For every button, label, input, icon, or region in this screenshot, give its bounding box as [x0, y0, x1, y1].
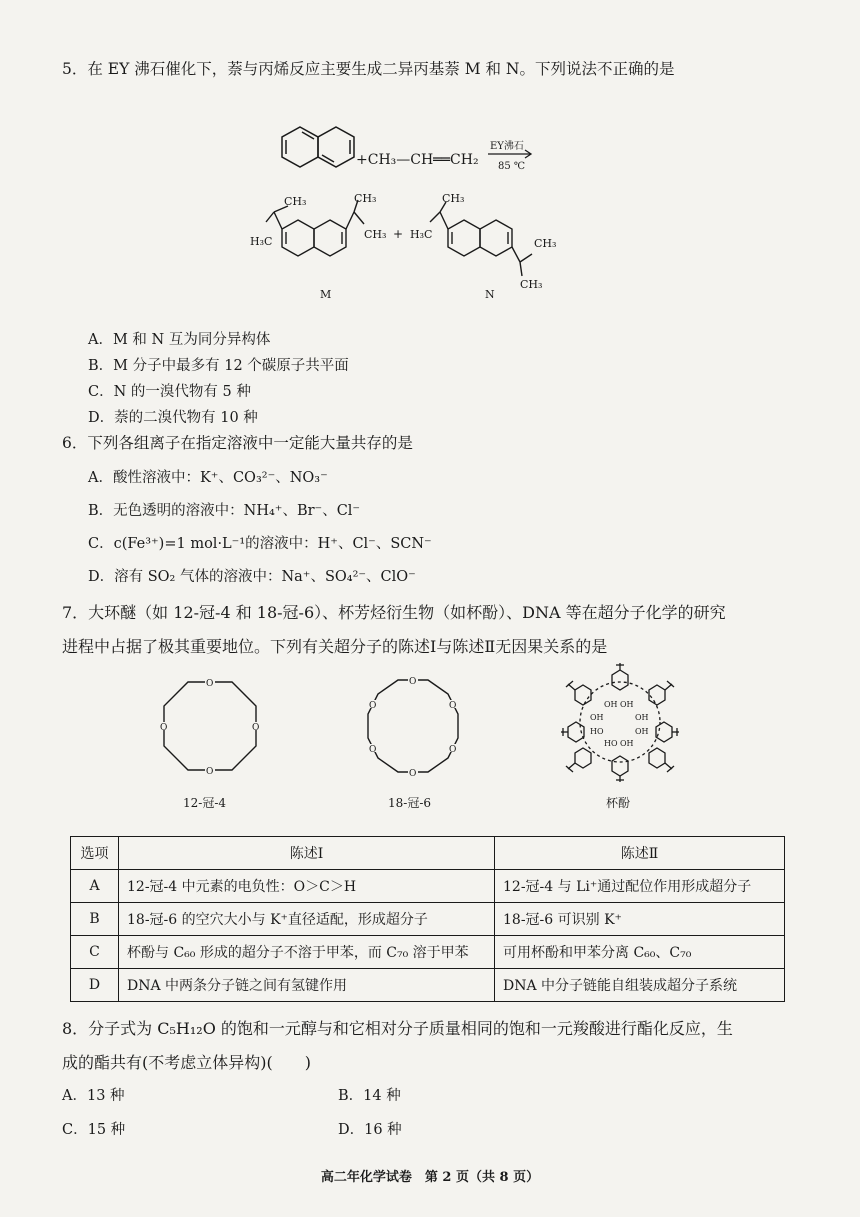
table-row-statement-2: 可用杯酚和甲苯分离 C₆₀、C₇₀: [495, 936, 785, 969]
n-ch3-top: CH₃: [442, 192, 465, 205]
q7-stem-line1: 7．大环醚（如 12-冠-4 和 18-冠-6）、杯芳烃衍生物（如杯酚）、DNA 等在超分子化学的研究: [62, 603, 726, 622]
crown6-o-6: O: [369, 701, 377, 711]
table-header-option: 选项: [71, 837, 119, 870]
q7-statement-table: [70, 836, 785, 1002]
table-row-key: B: [71, 903, 119, 936]
table-row-key: A: [71, 870, 119, 903]
n-ch3-bottom: CH₃: [520, 278, 543, 291]
page-footer: 高二年化学试卷 第 2 页（共 8 页）: [320, 1170, 540, 1185]
q5-option-b: B．M 分子中最多有 12 个碳原子共平面: [88, 358, 349, 374]
n-ch3-right: CH₃: [534, 237, 557, 250]
m-ch3-top-right: CH₃: [354, 192, 377, 205]
table-row: [71, 936, 785, 969]
table-row: [71, 903, 785, 936]
m-ch3-top-left: CH₃: [284, 195, 307, 208]
q6-option-c: C．c(Fe³⁺)=1 mol·L⁻¹的溶液中：H⁺、Cl⁻、SCN⁻: [88, 536, 432, 552]
table-header-statement-1: 陈述Ⅰ: [119, 837, 495, 870]
calix-oh-2: OH: [620, 700, 634, 709]
calixarene-structure: [560, 662, 680, 782]
table-row-statement-1: DNA 中两条分子链之间有氢键作用: [119, 969, 495, 1002]
crown4-o-top: O: [206, 679, 214, 689]
q5-option-a: A．M 和 N 互为同分异构体: [88, 332, 271, 348]
plus-sign: +: [393, 227, 404, 241]
crown4-o-right: O: [252, 723, 260, 733]
crown6-o-4: O: [409, 769, 417, 779]
q6-option-b: B．无色透明的溶液中：NH₄⁺、Br⁻、Cl⁻: [88, 503, 361, 519]
table-row-statement-1: 18-冠-6 的空穴大小与 K⁺直径适配，形成超分子: [119, 903, 495, 936]
crown4-o-left: O: [160, 723, 168, 733]
caption-12-crown-4: 12-冠-4: [183, 796, 227, 810]
q5-reaction-scheme: [240, 112, 570, 302]
table-row: [71, 969, 785, 1002]
q8-stem-line1: 8．分子式为 C₅H₁₂O 的饱和一元醇与和它相对分子质量相同的饱和一元羧酸进行酯化反应，生: [62, 1019, 733, 1038]
q8-stem-line2: 成的酯共有(不考虑立体异构)( ): [62, 1053, 311, 1072]
calix-oh-1: OH: [604, 700, 618, 709]
propene-formula: +CH₃—CH══CH₂: [356, 152, 479, 168]
table-row-statement-2: 18-冠-6 可识别 K⁺: [495, 903, 785, 936]
q8-option-a: A．13 种: [62, 1088, 125, 1104]
table-row-statement-2: DNA 中分子链能自组装成超分子系统: [495, 969, 785, 1002]
crown-12-4-structure: [150, 672, 270, 782]
product-n-structure: [430, 202, 532, 276]
crown6-o-3: O: [449, 745, 457, 755]
q6-stem: 6．下列各组离子在指定溶液中一定能大量共存的是: [62, 434, 413, 452]
m-h3c-left: H₃C: [250, 235, 273, 248]
crown6-o-1: O: [409, 677, 417, 687]
catalyst-label: EY沸石: [490, 141, 524, 152]
table-row-key: C: [71, 936, 119, 969]
naphthalene-structure: [282, 127, 354, 167]
q8-option-b: B．14 种: [338, 1088, 401, 1104]
label-m: M: [320, 288, 332, 301]
table-row: [71, 870, 785, 903]
caption-18-crown-6: 18-冠-6: [388, 796, 432, 810]
crown4-o-bottom: O: [206, 767, 214, 777]
m-ch3-right: CH₃: [364, 228, 387, 241]
calix-oh-4: OH: [635, 727, 649, 736]
temperature-label: 85 ℃: [498, 161, 526, 172]
crown6-o-2: O: [449, 701, 457, 711]
table-row-statement-2: 12-冠-4 与 Li⁺通过配位作用形成超分子: [495, 870, 785, 903]
calix-oh-6: OH: [590, 713, 604, 722]
q6-option-d: D．溶有 SO₂ 气体的溶液中：Na⁺、SO₄²⁻、ClO⁻: [88, 569, 416, 585]
calix-oh-3: OH: [635, 713, 649, 722]
q5-option-c: C．N 的一溴代物有 5 种: [88, 384, 251, 400]
calix-oh-5: OH: [620, 739, 634, 748]
q5-stem: 5．在 EY 沸石催化下，萘与丙烯反应主要生成二异丙基萘 M 和 N。下列说法不正确的是: [62, 60, 675, 78]
crown6-o-5: O: [369, 745, 377, 755]
table-row-statement-1: 12-冠-4 中元素的电负性：O＞C＞H: [119, 870, 495, 903]
calix-ho-1: HO: [604, 739, 618, 748]
q8-option-c: C．15 种: [62, 1122, 126, 1138]
crown-18-6-structure: [358, 672, 468, 782]
n-h3c-left: H₃C: [410, 228, 433, 241]
q8-option-d: D．16 种: [338, 1122, 402, 1138]
caption-calixarene: 杯酚: [606, 796, 631, 810]
calix-ho-2: HO: [590, 727, 604, 736]
table-header-row: [71, 837, 785, 870]
table-header-statement-2: 陈述Ⅱ: [495, 837, 785, 870]
product-m-structure: [266, 200, 364, 256]
q5-option-d: D．萘的二溴代物有 10 种: [88, 410, 258, 426]
q7-stem-line2: 进程中占据了极其重要地位。下列有关超分子的陈述Ⅰ与陈述Ⅱ无因果关系的是: [62, 637, 608, 656]
table-row-key: D: [71, 969, 119, 1002]
q6-option-a: A．酸性溶液中：K⁺、CO₃²⁻、NO₃⁻: [88, 470, 328, 486]
label-n: N: [485, 288, 495, 301]
table-row-statement-1: 杯酚与 C₆₀ 形成的超分子不溶于甲苯，而 C₇₀ 溶于甲苯: [119, 936, 495, 969]
